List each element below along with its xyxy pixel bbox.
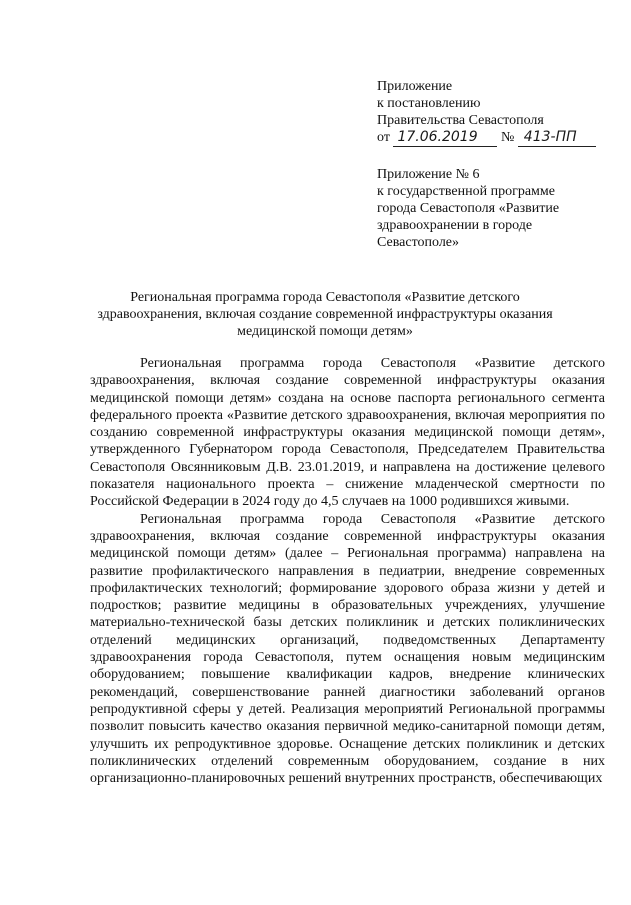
- paragraph-2: Региональная программа города Севастополя «Развитие детского здравоохранения, включая создание современной инфраструктуры оказания медицинской помощи детям» (далее – Региональная программа) направлена на развитие профилактического направления в педиатрии, внедрение современных профилактических технологий; формирование здорового образа жизни у детей и подростков; развитие медицины в образовательных учреждениях, улучшение материально-технической базы детских поликлиник и детских поликлинических отделений медицинских организаций, подведомственных Департаменту здравоохранения города Севастополя, путем оснащения новым медицинским оборудованием; повышение квалификации кадров, внедрение клинических рекомендаций, совершенствование ранней диагностики заболеваний органов репродуктивной сферы у детей. Реализация мероприятий Региональной программы позволит повысить качество оказания первичной медико-санитарной помощи детям, улучшить их репродуктивное здоровье. Оснащение детских поликлиник и детских поликлинических отделений современным оборудованием, создание в них организационно-планировочных решений внутренних пространств, обеспечивающих: [90, 511, 605, 787]
- appendix-program-line2: к государственной программе: [377, 184, 555, 199]
- appendix-program-line5: Севастополе»: [377, 235, 460, 250]
- number-field: [518, 129, 596, 147]
- date-prefix: от: [377, 130, 390, 145]
- paragraph-1: Региональная программа города Севастополя «Развитие детского здравоохранения, включая создание современной инфраструктуры оказания медицинской помощи детям» создана на основе паспорта регионального сегмента федерального проекта «Развитие детского здравоохранения, включая мероприятия по созданию современной инфраструктуры оказания медицинской помощи детям», утвержденного Губернатором города Севастополя, Председателем Правительства Севастополя Овсянниковым Д.В. 23.01.2019, и направлена на достижение целевого показателя национального проекта – снижение младенческой смертности по Российской Федерации в 2024 году до 4,5 случаев на 1000 родившихся живыми.: [90, 356, 605, 510]
- appendix-decree-line3: Правительства Севастополя: [377, 113, 544, 128]
- appendix-decree-line1: Приложение: [377, 79, 453, 94]
- handwritten-date: 17.06.2019: [397, 129, 478, 145]
- appendix-program-line4: здравоохранении в городе: [377, 218, 533, 233]
- document-title: Региональная программа города Севастополя «Развитие детского здравоохранения, включая создание современной инфраструктуры оказания медицинской помощи детям»: [97, 290, 553, 339]
- appendix-program-block: [377, 166, 559, 251]
- appendix-decree-block: [377, 78, 596, 147]
- number-prefix: №: [500, 130, 515, 145]
- appendix-decree-date-row: [377, 129, 596, 147]
- appendix-program-line1: Приложение № 6: [377, 167, 480, 182]
- handwritten-number: 413-ПП: [523, 129, 577, 145]
- appendix-program-line3: города Севастополя «Развитие: [377, 201, 560, 216]
- appendix-decree-line2: к постановлению: [377, 96, 481, 111]
- date-field: [393, 129, 497, 147]
- document-body: [90, 355, 605, 787]
